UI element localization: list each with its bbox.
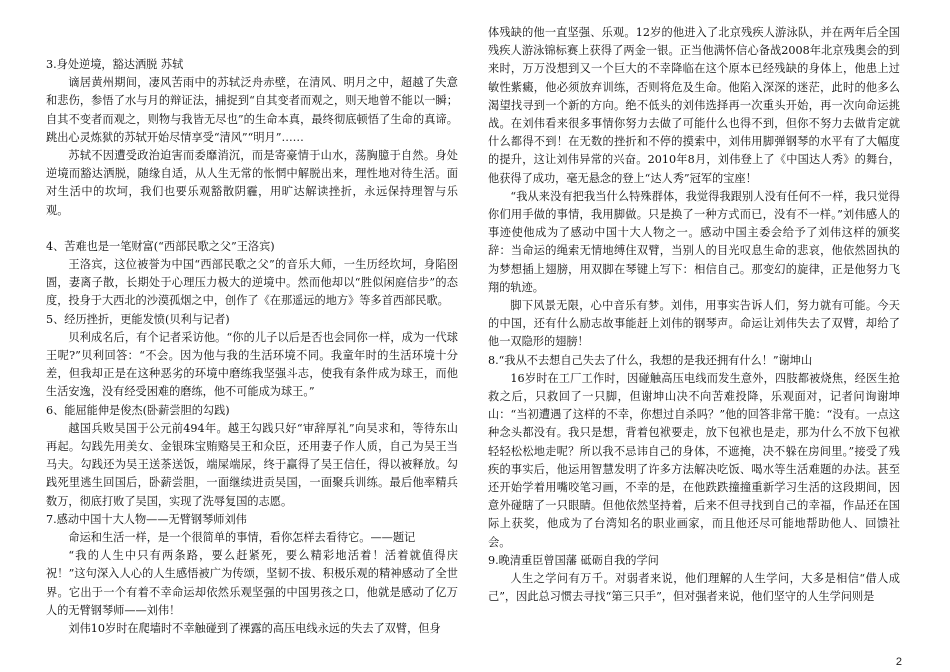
paragraph: 谪居黄州期间，凄风苦雨中的苏轼泛舟赤壁，在清风、明月之中，超越了失意和悲伤，参悟了水与月的辩证法，捕捉到“自其变者而观之，则天地曾不能以一瞬；自其不变者而观之，则物与我皆无尽也”的生命本真，最终彻底顿悟了生命的真谛。跳出心灵炼狱的苏轼开始尽情享受“清风”“明月”…… [46,76,458,144]
right-column [488,24,900,607]
left-column [46,56,458,638]
page-number: 2 [895,656,902,668]
section-heading: 3.身处逆境，豁达洒脱 苏轼 [46,58,184,71]
section-heading: 9.晚清重臣曾国藩 砥砺自我的学问 [488,553,659,567]
paragraph: 命运和生活一样，是一个很简单的事情，看你怎样去看待它。——题记 [68,531,416,545]
paragraph: “我从来没有把我当什么特殊群体，我觉得我跟别人没有任何不一样，我只觉得你们用手做的事情，我用脚做。只是换了一种方式而已，没有不一样。”刘伟感人的事迹使他成为了感动中国十大人物之一。感动中国主委会给予了刘伟这样的颁奖辞：当命运的绳索无情地缚住双臂，当别人的目光叹息生命的悲哀，他依然固执的为梦想插上翅膀，用双脚在琴键上写下：相信自己。那变幻的旋律，正是他努力飞翔的轨迹。 [488,189,900,294]
section-heading: 5、经历挫折，更能发愤(贝利与记者) [46,312,230,326]
paragraph: “我的人生中只有两条路，要么赶紧死，要么精彩地活着！活着就值得庆祝！”这句深入人心的人生感悟被广为传颂，坚韧不拔、积极乐观的精神感动了全世界。它出于一个有着不幸命运却依然乐观坚强的中国男孩之口，他就是感动了亿万人的无臂钢琴师——刘伟！ [46,549,458,617]
section-heading: 4、苦难也是一笔财富(“西部民歌之父”王洛宾) [46,239,275,253]
section-heading: 7.感动中国十大人物——无臂钢琴师刘伟 [46,512,247,526]
paragraph: 16岁时在工厂工作时，因碰触高压电线而发生意外，四肢都被烧焦，经医生抢救之后，只救回了一只脚，但谢坤山决不向苦难投降，乐观面对，记者问询谢坤山：“当初遭遇了这样的不幸，你想过自杀吗？”他的回答非常干脆：“没有。一点这种念头都没有。我只是想，背着包袱要走，放下包袱也是走，那为什么不放下包袱轻轻松松地走呢？所以我不忌讳自己的身体，不遮掩，决不躲在房间里。”接受了残疾的事实后，他运用智慧发明了许多方法解决吃饭、喝水等生活难题的办法。甚至还开始学着用嘴咬笔习画，不幸的是，在他跌跌撞撞重新学习生活的这段期间，因意外碰瞎了一只眼睛。但他依然坚持着，后来不但寻找到自己的幸福，作品还在国际上获奖，他成为了台湾知名的职业画家，而且他还尽可能地帮助他人、回馈社会。 [488,371,900,549]
paragraph: 人生之学问有万千。对弱者来说，他们理解的人生学问，大多是相信“借人成己”，因此总习惯去寻找“第三只手”，但对强者来说，他们坚守的人生学问则是 [488,572,900,604]
paragraph: 王洛宾，这位被誉为中国“西部民歌之父”的音乐大师，一生历经坎坷，身陷囹圄，妻离子散，长期处于心理压力极大的逆境中。然而他却以“胜似闲庭信步”的态度，投身于大西北的沙漠孤烟之中，创作了《在那遥远的地方》等多首西部民歌。 [46,258,458,308]
paragraph-gap [46,220,458,238]
paragraph: 贝利成名后，有个记者采访他。“你的儿子以后是否也会同你一样，成为一代球王呢?”贝利回答：“不会。因为他与我的生活环境不同。我童年时的生活环境十分差，但我却正是在这种恶劣的环境中磨练我坚强斗志，使我有条件成为球王，而他生活安逸，没有经受困难的磨练，他不可能成为球王。” [46,330,458,399]
paragraph: 脚下风景无限，心中音乐有梦。刘伟，用事实告诉人们，努力就有可能。今天的中国，还有什么励志故事能赶上刘伟的钢琴声。命运让刘伟失去了双臂，却给了他一双隐形的翅膀！ [488,299,900,349]
paragraph: 刘伟10岁时在爬墙时不幸触碰到了裸露的高压电线永远的失去了双臂，但身 [68,622,441,636]
paragraph: 体残缺的他一直坚强、乐观。12岁的他进入了北京残疾人游泳队，并在两年后全国残疾人游泳锦标赛上获得了两金一银。正当他满怀信心备战2008年北京残奥会的到来时，万万没想到又一个巨大的不幸降临在这个原本已经残缺的身体上，他患上过敏性紫癜，他必须放弃训练，否则将危及生命。他陷入深深的迷茫，此时的他多么渴望找寻到一个新的方向。绝不低头的刘伟选择再一次重头开始，再一次向命运挑战。在刘伟看来很多事情你努力去做了可能什么也得不到，但你不努力去做肯定就什么都得不到！在无数的挫折和不停的摸索中，刘伟用脚弹钢琴的水平有了大幅度的提升，这让刘伟异常的兴奋。2010年8月，刘伟登上了《中国达人秀》的舞台，他获得了成功，毫无悬念的登上“达人秀”冠军的宝座！ [488,26,900,185]
section-heading: 8.“我从不去想自己失去了什么，我想的是我还拥有什么！”谢坤山 [488,353,813,367]
paragraph: 苏轼不因遭受政治迫害而委靡消沉，而是寄豪情于山水，荡胸臆于自然。身处逆境而豁达洒脱，随缘自适，从人生无常的怅惘中解脱出来，理性地对待生活。面对生活中的坎坷，我们也要乐观豁散阴霾，用旷达解读挫折，永远保持理智与乐观。 [46,149,458,217]
paragraph: 越国兵败吴国于公元前494年。越王勾践只好“审辞厚礼”向吴求和，等待东山再起。勾践先用美女、金银珠宝贿赂吴王和众臣，还用妻子作人质，自己为吴王当马夫。勾践还为吴王送茶送饭，端屎端尿，终于赢得了吴王信任，得以被释放。勾践死里逃生回国后，卧薪尝胆，一面继续进贡吴国，一面聚兵训练。最后他率精兵数万，彻底打败了吴国，实现了洗辱复国的志愿。 [46,421,458,508]
section-heading: 6、能屈能伸是俊杰(卧薪尝胆的勾践) [46,403,230,417]
